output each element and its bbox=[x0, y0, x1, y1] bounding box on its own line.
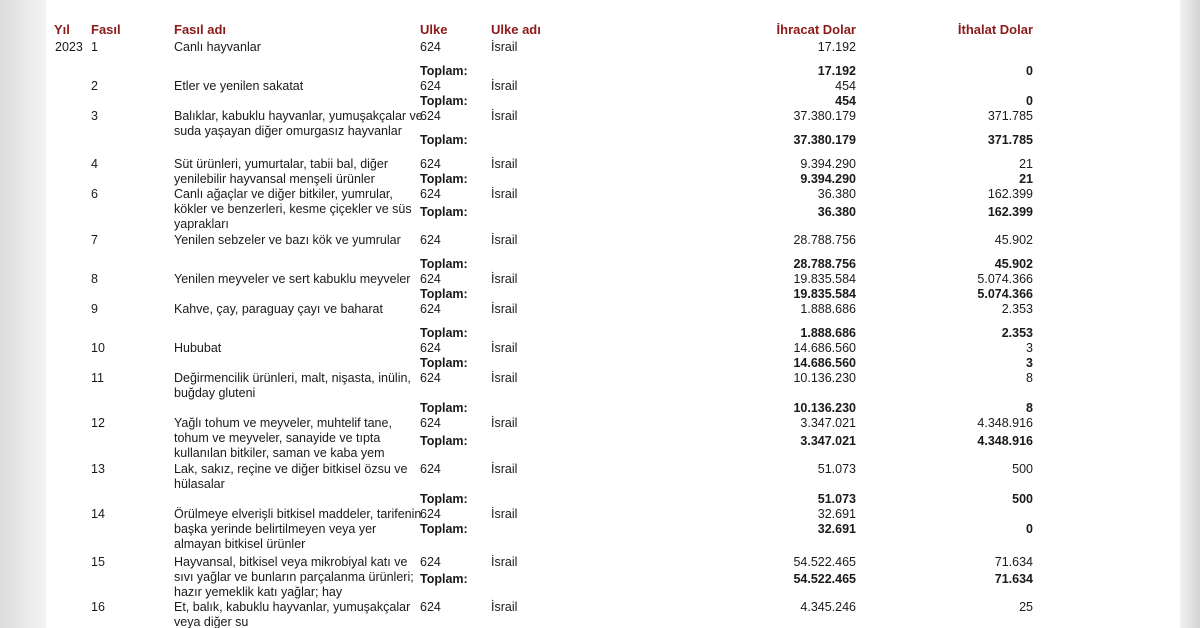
fasil-name: Lak, sakız, reçine ve diğer bitkisel özsu ve hülasalar bbox=[174, 462, 408, 491]
total-label: Toplam: bbox=[420, 522, 468, 536]
total-import: 0 bbox=[1026, 522, 1033, 536]
header-fasil: Fasıl bbox=[91, 22, 121, 37]
fasil-name: Yenilen sebzeler ve bazı kök ve yumrular bbox=[174, 233, 401, 247]
country-name: İsrail bbox=[491, 416, 518, 430]
fasil-name: Süt ürünleri, yumurtalar, tabii bal, diğer yenilebilir hayvansal menşeli ürünler bbox=[174, 157, 388, 186]
fasil-number: 16 bbox=[91, 600, 105, 614]
total-export: 3.347.021 bbox=[800, 434, 856, 448]
fasil-name: Canlı ağaçlar ve diğer bitkiler, yumrular, kökler ve benzerleri, kesme çiçekler ve süs yaprakları bbox=[174, 187, 412, 231]
export-value: 4.345.246 bbox=[800, 600, 856, 614]
country-name: İsrail bbox=[491, 600, 518, 614]
fasil-number: 11 bbox=[91, 371, 104, 385]
import-value: 5.074.366 bbox=[977, 272, 1033, 286]
total-export: 14.686.560 bbox=[793, 356, 856, 370]
export-value: 36.380 bbox=[817, 187, 856, 201]
total-import: 4.348.916 bbox=[977, 434, 1033, 448]
fasil-number: 9 bbox=[91, 302, 98, 316]
import-value: 4.348.916 bbox=[977, 416, 1033, 430]
export-value: 37.380.179 bbox=[793, 109, 856, 123]
export-value: 28.788.756 bbox=[793, 233, 856, 247]
total-label: Toplam: bbox=[420, 257, 468, 271]
total-import: 2.353 bbox=[1001, 326, 1033, 340]
country-code: 624 bbox=[420, 79, 441, 93]
export-value: 9.394.290 bbox=[800, 157, 856, 171]
total-import: 3 bbox=[1026, 356, 1033, 370]
total-export: 19.835.584 bbox=[793, 287, 856, 301]
total-export: 1.888.686 bbox=[800, 326, 856, 340]
total-export: 9.394.290 bbox=[800, 172, 856, 186]
total-import: 0 bbox=[1026, 64, 1033, 78]
total-label: Toplam: bbox=[420, 356, 468, 370]
total-export: 36.380 bbox=[817, 205, 856, 219]
total-export: 454 bbox=[835, 94, 856, 108]
import-value: 8 bbox=[1026, 371, 1033, 385]
total-export: 32.691 bbox=[817, 522, 856, 536]
country-name: İsrail bbox=[491, 187, 518, 201]
total-label: Toplam: bbox=[420, 64, 468, 78]
fasil-number: 7 bbox=[91, 233, 98, 247]
fasil-name: Hayvansal, bitkisel veya mikrobiyal katı ve sıvı yağlar ve bunların parçalanma ürünleri; hazır yemeklik katı yağlar; hay bbox=[174, 555, 414, 599]
total-import: 500 bbox=[1012, 492, 1033, 506]
total-label: Toplam: bbox=[420, 434, 468, 448]
country-code: 624 bbox=[420, 157, 441, 171]
fasil-number: 12 bbox=[91, 416, 105, 430]
year-value: 2023 bbox=[55, 40, 83, 54]
export-value: 54.522.465 bbox=[793, 555, 856, 569]
total-export: 37.380.179 bbox=[793, 133, 856, 147]
import-value: 371.785 bbox=[987, 109, 1033, 123]
fasil-name: Kahve, çay, paraguay çayı ve baharat bbox=[174, 302, 383, 316]
fasil-name: Etler ve yenilen sakatat bbox=[174, 79, 304, 93]
fasil-number: 15 bbox=[91, 555, 105, 569]
fasil-name: Canlı hayvanlar bbox=[174, 40, 261, 54]
country-code: 624 bbox=[420, 555, 441, 569]
total-label: Toplam: bbox=[420, 172, 468, 186]
total-export: 17.192 bbox=[817, 64, 856, 78]
total-label: Toplam: bbox=[420, 133, 468, 147]
country-code: 624 bbox=[420, 462, 441, 476]
fasil-number: 6 bbox=[91, 187, 98, 201]
import-value: 45.902 bbox=[994, 233, 1033, 247]
total-import: 71.634 bbox=[994, 572, 1033, 586]
fasil-number: 10 bbox=[91, 341, 105, 355]
country-code: 624 bbox=[420, 416, 441, 430]
import-value: 500 bbox=[1012, 462, 1033, 476]
fasil-name: Yağlı tohum ve meyveler, muhtelif tane, tohum ve meyveler, sanayide ve tıpta kullanılan bitkiler, saman ve kaba yem bbox=[174, 416, 392, 460]
fasil-name: Balıklar, kabuklu hayvanlar, yumuşakçalar ve suda yaşayan diğer omurgasız hayvanlar bbox=[174, 109, 423, 138]
import-value: 2.353 bbox=[1001, 302, 1033, 316]
fasil-name: Et, balık, kabuklu hayvanlar, yumuşakçalar veya diğer su bbox=[174, 600, 411, 628]
export-value: 1.888.686 bbox=[800, 302, 856, 316]
total-import: 8 bbox=[1026, 401, 1033, 415]
fasil-number: 13 bbox=[91, 462, 105, 476]
country-code: 624 bbox=[420, 341, 441, 355]
fasil-number: 1 bbox=[91, 40, 98, 54]
fasil-number: 2 bbox=[91, 79, 98, 93]
header-fasil-adi: Fasıl adı bbox=[174, 22, 227, 37]
country-code: 624 bbox=[420, 371, 441, 385]
total-import: 162.399 bbox=[987, 205, 1033, 219]
country-code: 624 bbox=[420, 600, 441, 614]
country-name: İsrail bbox=[491, 341, 518, 355]
total-label: Toplam: bbox=[420, 287, 468, 301]
header-ihracat: İhracat Dolar bbox=[776, 22, 856, 37]
total-import: 371.785 bbox=[987, 133, 1033, 147]
report-sheet bbox=[46, 0, 1180, 628]
country-code: 624 bbox=[420, 40, 441, 54]
country-name: İsrail bbox=[491, 507, 518, 521]
right-page-edge bbox=[1180, 0, 1200, 628]
total-import: 0 bbox=[1026, 94, 1033, 108]
country-name: İsrail bbox=[491, 302, 518, 316]
country-name: İsrail bbox=[491, 40, 518, 54]
fasil-name: Hububat bbox=[174, 341, 222, 355]
country-code: 624 bbox=[420, 507, 441, 521]
country-name: İsrail bbox=[491, 272, 518, 286]
export-value: 51.073 bbox=[817, 462, 856, 476]
total-export: 54.522.465 bbox=[793, 572, 856, 586]
header-yil: Yıl bbox=[54, 22, 70, 37]
country-code: 624 bbox=[420, 272, 441, 286]
total-label: Toplam: bbox=[420, 401, 468, 415]
left-page-edge bbox=[0, 0, 46, 628]
fasil-number: 14 bbox=[91, 507, 105, 521]
fasil-name: Değirmencilik ürünleri, malt, nişasta, inülin, buğday gluteni bbox=[174, 371, 411, 400]
total-import: 21 bbox=[1019, 172, 1033, 186]
country-code: 624 bbox=[420, 187, 441, 201]
import-value: 162.399 bbox=[987, 187, 1033, 201]
export-value: 454 bbox=[835, 79, 856, 93]
total-label: Toplam: bbox=[420, 94, 468, 108]
export-value: 3.347.021 bbox=[800, 416, 856, 430]
fasil-name: Yenilen meyveler ve sert kabuklu meyveler bbox=[174, 272, 411, 286]
import-value: 71.634 bbox=[994, 555, 1033, 569]
total-export: 10.136.230 bbox=[793, 401, 856, 415]
export-value: 10.136.230 bbox=[793, 371, 856, 385]
export-value: 14.686.560 bbox=[793, 341, 856, 355]
total-label: Toplam: bbox=[420, 205, 468, 219]
total-import: 5.074.366 bbox=[977, 287, 1033, 301]
header-ulke-adi: Ulke adı bbox=[491, 22, 541, 37]
import-value: 25 bbox=[1019, 600, 1033, 614]
header-ulke: Ulke bbox=[420, 22, 448, 37]
total-label: Toplam: bbox=[420, 492, 468, 506]
header-ithalat: İthalat Dolar bbox=[957, 22, 1033, 37]
country-name: İsrail bbox=[491, 157, 518, 171]
total-label: Toplam: bbox=[420, 326, 468, 340]
country-name: İsrail bbox=[491, 109, 518, 123]
export-value: 17.192 bbox=[817, 40, 856, 54]
total-label: Toplam: bbox=[420, 572, 468, 586]
country-code: 624 bbox=[420, 109, 441, 123]
country-code: 624 bbox=[420, 302, 441, 316]
fasil-number: 3 bbox=[91, 109, 98, 123]
country-name: İsrail bbox=[491, 371, 518, 385]
fasil-name: Örülmeye elverişli bitkisel maddeler, tarifenin başka yerinde belirtilmeyen veya yer almayan bitkisel ürünler bbox=[174, 507, 422, 551]
export-value: 32.691 bbox=[817, 507, 856, 521]
total-export: 51.073 bbox=[817, 492, 856, 506]
fasil-number: 4 bbox=[91, 157, 98, 171]
export-value: 19.835.584 bbox=[793, 272, 856, 286]
country-name: İsrail bbox=[491, 462, 518, 476]
total-import: 45.902 bbox=[994, 257, 1033, 271]
total-export: 28.788.756 bbox=[793, 257, 856, 271]
import-value: 21 bbox=[1019, 157, 1033, 171]
fasil-number: 8 bbox=[91, 272, 98, 286]
country-name: İsrail bbox=[491, 79, 518, 93]
country-name: İsrail bbox=[491, 233, 518, 247]
import-value: 3 bbox=[1026, 341, 1033, 355]
country-name: İsrail bbox=[491, 555, 518, 569]
country-code: 624 bbox=[420, 233, 441, 247]
